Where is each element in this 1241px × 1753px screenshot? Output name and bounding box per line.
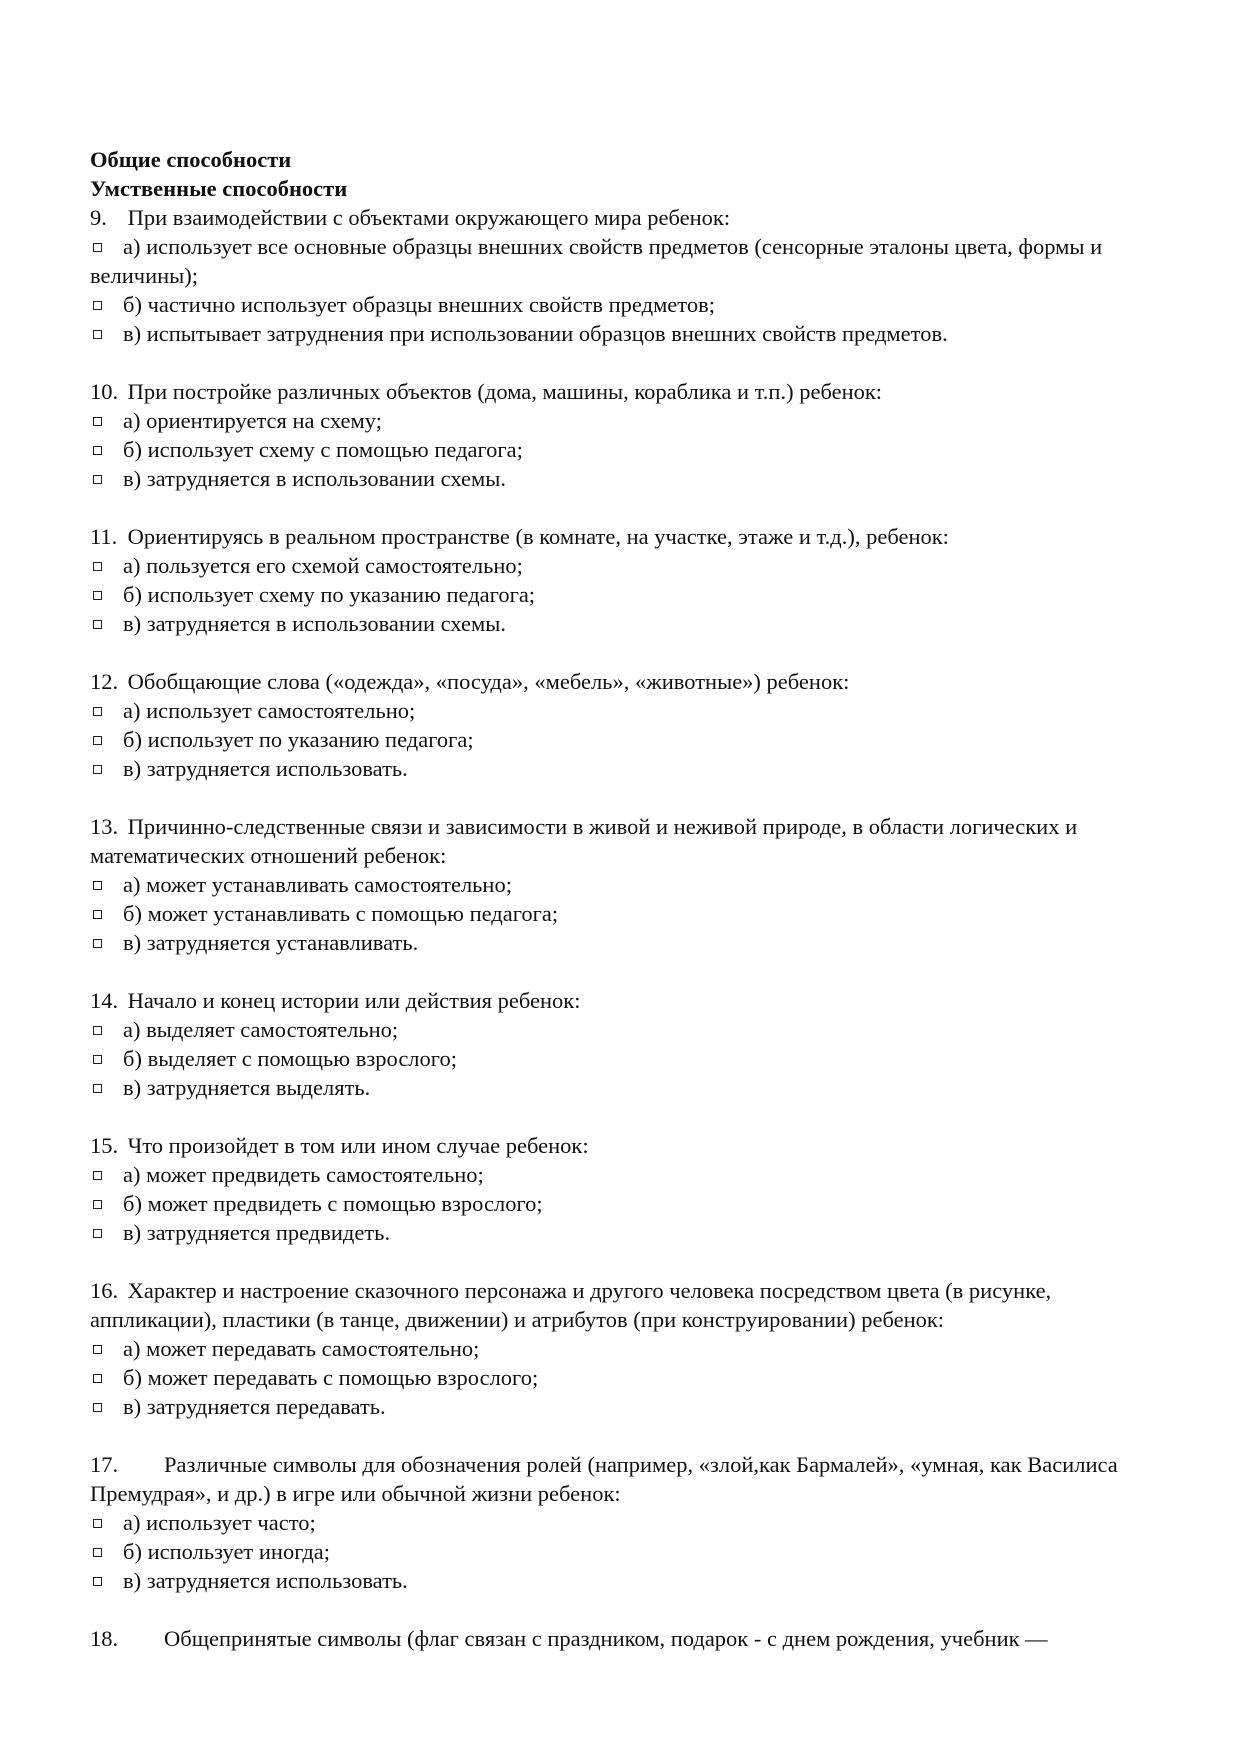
checkbox-icon[interactable] [93, 910, 102, 919]
option-b [90, 1044, 1155, 1073]
question-number: 15. [90, 1133, 119, 1158]
question-text: При постройке различных объектов (дома, машины, кораблика и т.п.) ребенок: [127, 379, 883, 404]
question-number: 14. [90, 988, 119, 1013]
checkbox-icon[interactable] [93, 243, 102, 252]
option-text: б) использует схему с помощью педагога; [123, 437, 523, 462]
option-text: б) может предвидеть с помощью взрослого; [123, 1191, 543, 1216]
question-text: Ориентируясь в реальном пространстве (в комнате, на участке, этаже и т.д.), ребенок: [127, 524, 949, 549]
option-a [90, 1015, 1155, 1044]
option-text: а) использует все основные образцы внешних свойств предметов (сенсорные эталоны цвета, формы и величины); [90, 234, 1103, 288]
option-text: в) затрудняется предвидеть. [123, 1220, 391, 1245]
option-text: в) затрудняется использовать. [123, 756, 408, 781]
checkbox-icon[interactable] [93, 939, 102, 948]
question-number: 11. [90, 524, 118, 549]
option-c [90, 1392, 1155, 1421]
checkbox-icon[interactable] [93, 1084, 102, 1093]
option-a [90, 551, 1155, 580]
option-b [90, 899, 1155, 928]
question-number: 12. [90, 669, 119, 694]
checkbox-icon[interactable] [93, 1229, 102, 1238]
question-number: 16. [90, 1278, 119, 1303]
option-text: в) затрудняется выделять. [123, 1075, 371, 1100]
option-text: в) затрудняется передавать. [123, 1394, 386, 1419]
option-a [90, 870, 1155, 899]
question-16 [90, 1276, 1155, 1421]
option-text: в) затрудняется использовать. [123, 1568, 408, 1593]
question-number: 13. [90, 814, 119, 839]
option-a [90, 406, 1155, 435]
option-a [90, 232, 1155, 290]
question-17 [90, 1450, 1155, 1595]
option-text: а) может передавать самостоятельно; [123, 1336, 480, 1361]
question-number: 17. [90, 1452, 119, 1477]
question-text: Различные символы для обозначения ролей (например, «злой,как Бармалей», «умная, как Василиса Премудрая», и др.) в игре или обычной жизни ребенок: [90, 1452, 1118, 1506]
option-text: в) затрудняется в использовании схемы. [123, 611, 506, 636]
question-text: При взаимодействии с объектами окружающего мира ребенок: [127, 205, 731, 230]
option-c [90, 928, 1155, 957]
question-text: Причинно-следственные связи и зависимости в живой и неживой природе, в области логических и математических отношений ребенок: [90, 814, 1078, 868]
option-text: а) пользуется его схемой самостоятельно; [123, 553, 523, 578]
option-text: б) может передавать с помощью взрослого; [123, 1365, 539, 1390]
option-text: б) использует схему по указанию педагога; [123, 582, 536, 607]
option-text: б) выделяет с помощью взрослого; [123, 1046, 457, 1071]
option-a [90, 696, 1155, 725]
option-text: б) частично использует образцы внешних свойств предметов; [123, 292, 715, 317]
option-text: в) затрудняется устанавливать. [123, 930, 419, 955]
checkbox-icon[interactable] [93, 1519, 102, 1528]
subsection-heading: Умственные способности [90, 176, 348, 201]
checkbox-icon[interactable] [93, 1026, 102, 1035]
option-c [90, 1218, 1155, 1247]
question-text: Характер и настроение сказочного персонажа и другого человека посредством цвета (в рисунке, аппликации), пластики (в танце, движении) и атрибутов (при конструировании) ребенок: [90, 1278, 1052, 1332]
option-c [90, 754, 1155, 783]
checkbox-icon[interactable] [93, 562, 102, 571]
checkbox-icon[interactable] [93, 1200, 102, 1209]
checkbox-icon[interactable] [93, 765, 102, 774]
question-9 [90, 203, 1155, 348]
option-text: а) может предвидеть самостоятельно; [123, 1162, 484, 1187]
option-text: а) выделяет самостоятельно; [123, 1017, 399, 1042]
checkbox-icon[interactable] [93, 475, 102, 484]
option-text: а) использует часто; [123, 1510, 316, 1535]
checkbox-icon[interactable] [93, 736, 102, 745]
option-text: б) использует иногда; [123, 1539, 331, 1564]
checkbox-icon[interactable] [93, 301, 102, 310]
option-c [90, 464, 1155, 493]
option-b [90, 1189, 1155, 1218]
option-b [90, 580, 1155, 609]
checkbox-icon[interactable] [93, 1403, 102, 1412]
question-13 [90, 812, 1155, 957]
question-18 [90, 1624, 1155, 1653]
option-a [90, 1508, 1155, 1537]
option-c [90, 609, 1155, 638]
section-heading: Общие способности [90, 147, 292, 172]
question-10 [90, 377, 1155, 493]
question-14 [90, 986, 1155, 1102]
checkbox-icon[interactable] [93, 1548, 102, 1557]
question-number: 9. [90, 205, 107, 230]
checkbox-icon[interactable] [93, 591, 102, 600]
option-text: в) затрудняется в использовании схемы. [123, 466, 506, 491]
checkbox-icon[interactable] [93, 707, 102, 716]
question-12 [90, 667, 1155, 783]
question-text: Обобщающие слова («одежда», «посуда», «мебель», «животные») ребенок: [127, 669, 850, 694]
question-text: Общепринятые символы (флаг связан с праздником, подарок - с днем рождения, учебник — [164, 1626, 1048, 1651]
option-text: в) испытывает затруднения при использовании образцов внешних свойств предметов. [123, 321, 948, 346]
checkbox-icon[interactable] [93, 1374, 102, 1383]
checkbox-icon[interactable] [93, 1577, 102, 1586]
checkbox-icon[interactable] [93, 620, 102, 629]
option-a [90, 1334, 1155, 1363]
option-text: а) ориентируется на схему; [123, 408, 382, 433]
checkbox-icon[interactable] [93, 881, 102, 890]
question-15 [90, 1131, 1155, 1247]
question-text: Начало и конец истории или действия ребенок: [127, 988, 581, 1013]
question-text: Что произойдет в том или ином случае ребенок: [127, 1133, 589, 1158]
option-text: б) может устанавливать с помощью педагога; [123, 901, 559, 926]
question-number: 18. [90, 1626, 119, 1651]
option-text: б) использует по указанию педагога; [123, 727, 474, 752]
option-b [90, 725, 1155, 754]
checkbox-icon[interactable] [93, 1055, 102, 1064]
checkbox-icon[interactable] [93, 1345, 102, 1354]
option-c [90, 1073, 1155, 1102]
checkbox-icon[interactable] [93, 417, 102, 426]
question-number: 10. [90, 379, 119, 404]
option-b [90, 290, 1155, 319]
option-c [90, 1566, 1155, 1595]
option-b [90, 1363, 1155, 1392]
question-11 [90, 522, 1155, 638]
option-c [90, 319, 1155, 348]
option-text: а) использует самостоятельно; [123, 698, 416, 723]
checkbox-icon[interactable] [93, 1171, 102, 1180]
checkbox-icon[interactable] [93, 446, 102, 455]
checkbox-icon[interactable] [93, 330, 102, 339]
document-page [90, 145, 1155, 1682]
option-a [90, 1160, 1155, 1189]
option-b [90, 1537, 1155, 1566]
option-b [90, 435, 1155, 464]
option-text: а) может устанавливать самостоятельно; [123, 872, 512, 897]
